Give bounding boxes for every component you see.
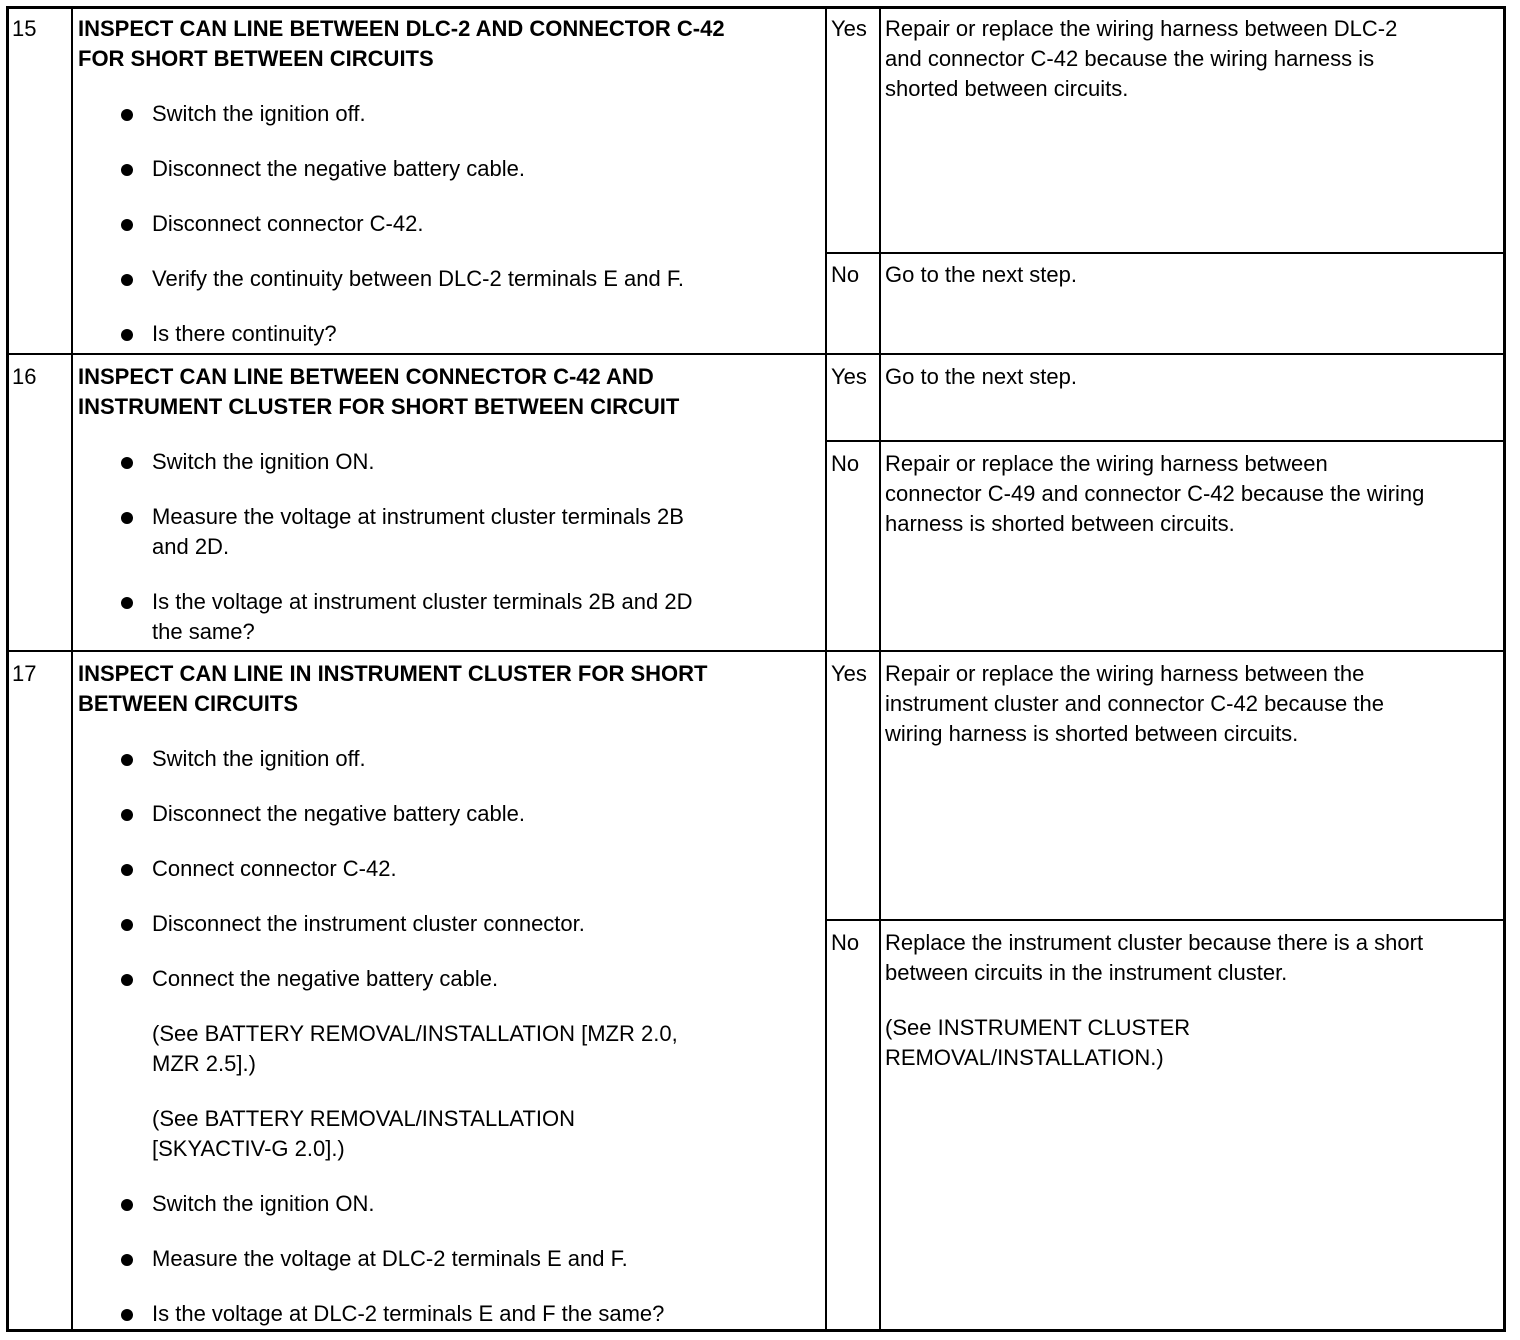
step-15-action-5: Is there continuity? xyxy=(152,321,337,346)
bullet-icon xyxy=(121,1309,133,1321)
step-17-yes-line-2: instrument cluster and connector C-42 because the xyxy=(885,691,1384,716)
column-divider-action xyxy=(879,9,881,1329)
bullet-icon xyxy=(121,1254,133,1266)
step-15-yes-line-3: shorted between circuits. xyxy=(885,76,1129,101)
bullet-icon xyxy=(121,974,133,986)
step-15-no-label: No xyxy=(831,262,860,287)
step-16-action-2-cont: and 2D. xyxy=(152,534,230,559)
step-16-action-1: Switch the ignition ON. xyxy=(152,449,375,474)
step-17-no-ref-line-1: (See INSTRUMENT CLUSTER xyxy=(885,1015,1191,1040)
step-15-action-2: Disconnect the negative battery cable. xyxy=(152,156,526,181)
step-17-action-8: Is the voltage at DLC-2 terminals E and F the same? xyxy=(152,1301,665,1326)
step-17-no-ref-line-2: REMOVAL/INSTALLATION.) xyxy=(885,1045,1164,1070)
step-17-action-5: Connect the negative battery cable. xyxy=(152,966,499,991)
step-16-title-line-1: INSPECT CAN LINE BETWEEN CONNECTOR C-42 AND xyxy=(78,364,654,389)
step-number-15: 15 xyxy=(12,16,37,41)
step-15-yes-line-1: Repair or replace the wiring harness between DLC-2 xyxy=(885,16,1398,41)
step-17-title-line-2: BETWEEN CIRCUITS xyxy=(78,691,298,716)
step-17-action-1: Switch the ignition off. xyxy=(152,746,366,771)
row-divider-16-17 xyxy=(9,650,1503,652)
step-17-battery-ref-2-cont: [SKYACTIV-G 2.0].) xyxy=(152,1136,345,1161)
bullet-icon xyxy=(121,754,133,766)
step-17-action-3: Connect connector C-42. xyxy=(152,856,397,881)
step-17-action-7: Measure the voltage at DLC-2 terminals E and F. xyxy=(152,1246,628,1271)
step-16-no-label: No xyxy=(831,451,860,476)
step-15-action-1: Switch the ignition off. xyxy=(152,101,366,126)
step-15-yes-line-2: and connector C-42 because the wiring harness is xyxy=(885,46,1375,71)
step-number-16: 16 xyxy=(12,364,37,389)
step-16-yes-label: Yes xyxy=(831,364,867,389)
bullet-icon xyxy=(121,219,133,231)
step-15-title-line-1: INSPECT CAN LINE BETWEEN DLC-2 AND CONNECTOR C-42 xyxy=(78,16,725,41)
row-divider-15-yes-no xyxy=(825,252,1503,254)
step-16-action-3: Is the voltage at instrument cluster terminals 2B and 2D xyxy=(152,589,693,614)
step-17-yes-line-1: Repair or replace the wiring harness between the xyxy=(885,661,1365,686)
bullet-icon xyxy=(121,864,133,876)
step-17-battery-ref-1-cont: MZR 2.5].) xyxy=(152,1051,256,1076)
step-17-action-4: Disconnect the instrument cluster connector. xyxy=(152,911,585,936)
bullet-icon xyxy=(121,457,133,469)
step-16-no-line-2: connector C-49 and connector C-42 because the wiring xyxy=(885,481,1425,506)
bullet-icon xyxy=(121,919,133,931)
row-divider-16-yes-no xyxy=(825,440,1503,442)
step-number-17: 17 xyxy=(12,661,37,686)
diagnostic-procedure-table xyxy=(6,6,1506,1332)
step-16-title-line-2: INSTRUMENT CLUSTER FOR SHORT BETWEEN CIRCUIT xyxy=(78,394,680,419)
bullet-icon xyxy=(121,164,133,176)
column-divider-step xyxy=(71,9,73,1329)
bullet-icon xyxy=(121,809,133,821)
step-15-action-4: Verify the continuity between DLC-2 terminals E and F. xyxy=(152,266,684,291)
step-17-battery-ref-1: (See BATTERY REMOVAL/INSTALLATION [MZR 2.0, xyxy=(152,1021,678,1046)
step-17-no-line-1: Replace the instrument cluster because there is a short xyxy=(885,930,1424,955)
step-16-yes-line-1: Go to the next step. xyxy=(885,364,1078,389)
step-15-no-line-1: Go to the next step. xyxy=(885,262,1078,287)
step-16-no-line-1: Repair or replace the wiring harness between xyxy=(885,451,1328,476)
step-17-no-label: No xyxy=(831,930,860,955)
step-15-yes-label: Yes xyxy=(831,16,867,41)
step-16-action-2: Measure the voltage at instrument cluster terminals 2B xyxy=(152,504,684,529)
bullet-icon xyxy=(121,597,133,609)
step-15-action-3: Disconnect connector C-42. xyxy=(152,211,424,236)
bullet-icon xyxy=(121,274,133,286)
bullet-icon xyxy=(121,512,133,524)
step-16-no-line-3: harness is shorted between circuits. xyxy=(885,511,1235,536)
step-17-yes-line-3: wiring harness is shorted between circuits. xyxy=(885,721,1299,746)
step-17-yes-label: Yes xyxy=(831,661,867,686)
bullet-icon xyxy=(121,329,133,341)
bullet-icon xyxy=(121,109,133,121)
step-17-action-2: Disconnect the negative battery cable. xyxy=(152,801,526,826)
step-17-title-line-1: INSPECT CAN LINE IN INSTRUMENT CLUSTER FOR SHORT xyxy=(78,661,708,686)
step-16-action-3-cont: the same? xyxy=(152,619,255,644)
row-divider-15-16 xyxy=(9,353,1503,355)
step-17-battery-ref-2: (See BATTERY REMOVAL/INSTALLATION xyxy=(152,1106,576,1131)
row-divider-17-yes-no xyxy=(825,919,1503,921)
column-divider-result xyxy=(825,9,827,1329)
step-17-action-6: Switch the ignition ON. xyxy=(152,1191,375,1216)
bullet-icon xyxy=(121,1199,133,1211)
step-15-title-line-2: FOR SHORT BETWEEN CIRCUITS xyxy=(78,46,434,71)
step-17-no-line-2: between circuits in the instrument cluster. xyxy=(885,960,1288,985)
